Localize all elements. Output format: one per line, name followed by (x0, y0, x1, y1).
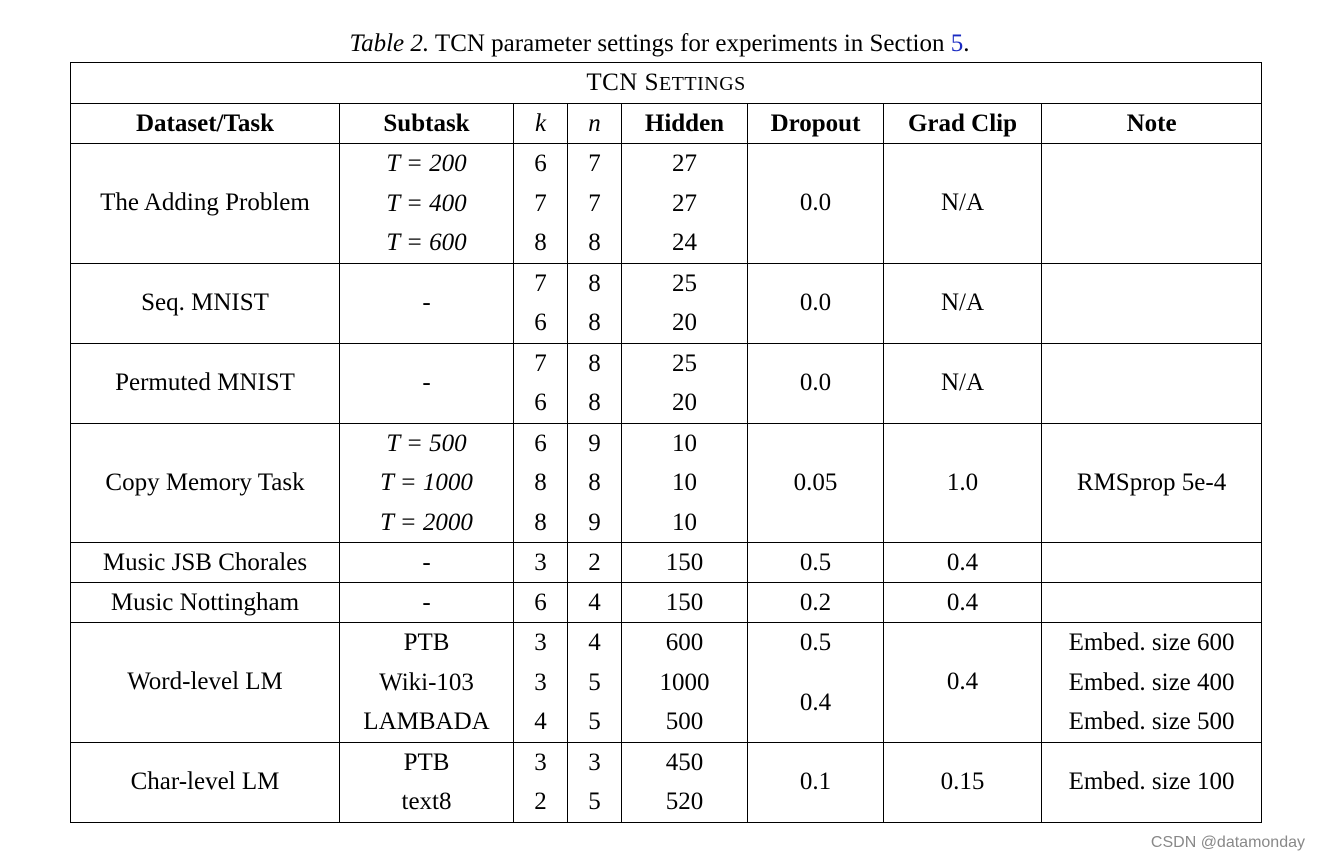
note-cell: Embed. size 100 (1042, 742, 1262, 822)
k-cell: 3 3 4 (514, 623, 568, 743)
note-cell: RMSprop 5e-4 (1042, 423, 1262, 543)
header-k: k (514, 104, 568, 144)
header-subtask: Subtask (340, 104, 514, 144)
table-row (71, 583, 1262, 623)
grad-clip-cell: 0.4 (884, 623, 1042, 743)
header-hidden: Hidden (622, 104, 748, 144)
dropout-cell: 0.0 (748, 263, 884, 343)
table-title-row (71, 63, 1262, 104)
table-row (71, 343, 1262, 423)
dropout-cell: 0.05 (748, 423, 884, 543)
subtask-cell: T = 200 T = 400 T = 600 (340, 144, 514, 264)
k-cell: 6 7 8 (514, 144, 568, 264)
n-cell: 7 7 8 (568, 144, 622, 264)
n-cell: 9 8 9 (568, 423, 622, 543)
hidden-cell: 450 520 (622, 742, 748, 822)
table-row (71, 144, 1262, 264)
k-cell: 3 2 (514, 742, 568, 822)
table-row (71, 543, 1262, 583)
grad-clip-cell: 0.4 (884, 543, 1042, 583)
hidden-cell: 25 20 (622, 263, 748, 343)
grad-clip-cell: N/A (884, 144, 1042, 264)
hidden-cell: 27 27 24 (622, 144, 748, 264)
subtask-cell: - (340, 543, 514, 583)
dataset-cell: The Adding Problem (71, 144, 340, 264)
hidden-cell: 600 1000 500 (622, 623, 748, 743)
subtask-cell: T = 500 T = 1000 T = 2000 (340, 423, 514, 543)
header-note: Note (1042, 104, 1262, 144)
grad-clip-cell: N/A (884, 263, 1042, 343)
note-cell (1042, 263, 1262, 343)
table-row (71, 263, 1262, 343)
hidden-cell: 150 (622, 543, 748, 583)
dropout-cell: 0.2 (748, 583, 884, 623)
n-cell: 8 8 (568, 343, 622, 423)
n-cell: 2 (568, 543, 622, 583)
note-cell (1042, 583, 1262, 623)
note-cell (1042, 543, 1262, 583)
n-cell: 8 8 (568, 263, 622, 343)
grad-clip-cell: 0.4 (884, 583, 1042, 623)
header-dataset: Dataset/Task (71, 104, 340, 144)
dataset-cell: Char-level LM (71, 742, 340, 822)
dropout-cell: 0.0 (748, 144, 884, 264)
note-cell (1042, 144, 1262, 264)
n-cell: 4 5 5 (568, 623, 622, 743)
caption-label: Table 2. (349, 30, 430, 57)
table-title: TCN SETTINGS (71, 63, 1262, 104)
k-cell: 6 8 8 (514, 423, 568, 543)
hidden-cell: 10 10 10 (622, 423, 748, 543)
subtask-cell: - (340, 263, 514, 343)
dropout-cell: 0.0 (748, 343, 884, 423)
header-grad-clip: Grad Clip (884, 104, 1042, 144)
section-reference-link[interactable]: 5 (950, 30, 964, 57)
dropout-cell: 0.5 (748, 543, 884, 583)
grad-clip-cell: 0.15 (884, 742, 1042, 822)
k-cell: 3 (514, 543, 568, 583)
hidden-cell: 150 (622, 583, 748, 623)
table-row (71, 623, 1262, 743)
grad-clip-cell: N/A (884, 343, 1042, 423)
table-row (71, 742, 1262, 822)
dataset-cell: Copy Memory Task (71, 423, 340, 543)
table-caption (0, 27, 1319, 61)
k-cell: 7 6 (514, 343, 568, 423)
header-n: n (568, 104, 622, 144)
subtask-cell: PTB Wiki-103 LAMBADA (340, 623, 514, 743)
dataset-cell: Seq. MNIST (71, 263, 340, 343)
k-cell: 7 6 (514, 263, 568, 343)
subtask-cell: PTB text8 (340, 742, 514, 822)
dataset-cell: Permuted MNIST (71, 343, 340, 423)
header-row (71, 104, 1262, 144)
dropout-cell: 0.5 0.4 (748, 623, 884, 743)
note-cell (1042, 343, 1262, 423)
caption-text: TCN parameter settings for experiments in Section (429, 30, 951, 57)
dataset-cell: Word-level LM (71, 623, 340, 743)
watermark: CSDN @datamonday (1150, 834, 1305, 851)
caption-end: . (963, 30, 970, 57)
table-row (71, 423, 1262, 543)
tcn-settings-table (70, 62, 1262, 823)
subtask-cell: - (340, 583, 514, 623)
hidden-cell: 25 20 (622, 343, 748, 423)
note-cell: Embed. size 600 Embed. size 400 Embed. size 500 (1042, 623, 1262, 743)
dataset-cell: Music JSB Chorales (71, 543, 340, 583)
header-dropout: Dropout (748, 104, 884, 144)
n-cell: 3 5 (568, 742, 622, 822)
n-cell: 4 (568, 583, 622, 623)
dataset-cell: Music Nottingham (71, 583, 340, 623)
grad-clip-cell: 1.0 (884, 423, 1042, 543)
dropout-cell: 0.1 (748, 742, 884, 822)
subtask-cell: - (340, 343, 514, 423)
k-cell: 6 (514, 583, 568, 623)
